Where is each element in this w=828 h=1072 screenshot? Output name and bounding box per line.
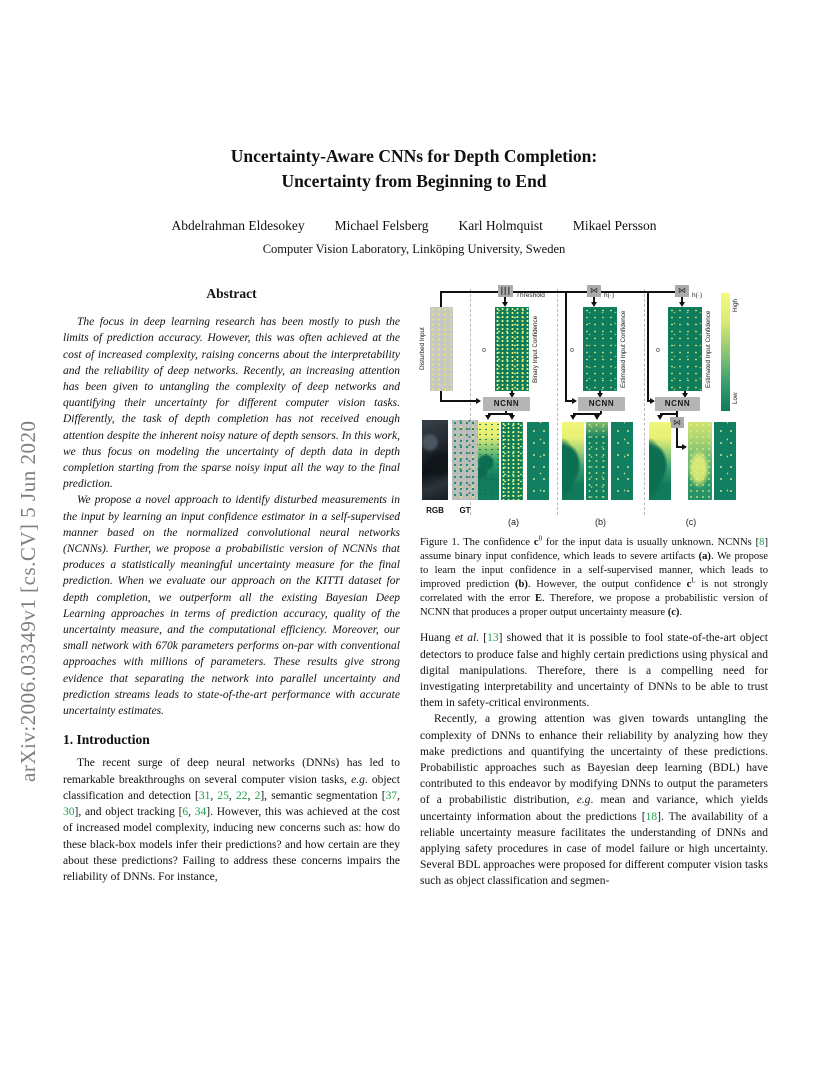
gt-label: GT	[459, 506, 471, 515]
arrow-icon	[485, 415, 491, 420]
estimated-confidence-label-c: Estimated Input Confidence	[705, 310, 712, 388]
ncnn-box-b: NCNN	[578, 397, 625, 411]
citation-link[interactable]: 25	[217, 789, 229, 802]
text-segment: ]. The availability of a reliable uncertainty measure facilitates the understanding of DNNs and applying safety procedures in case of model failure or high uncertainty. Several BDL approaches were proposed for different computer vision tasks such as object classification and segmen-	[420, 810, 768, 888]
arrow-icon	[476, 398, 481, 404]
ncnn-box-a: NCNN	[483, 397, 530, 411]
figure-1-diagram	[420, 283, 768, 536]
text-segment: et al.	[454, 632, 480, 645]
left-column	[63, 286, 400, 885]
text-segment: c	[686, 578, 692, 590]
uncertainty-network-box	[670, 417, 684, 428]
connector-line	[565, 291, 567, 402]
text-segment: . However, the output confidence	[527, 578, 687, 590]
binary-confidence-panel	[495, 307, 529, 391]
citation-link[interactable]: 13	[487, 632, 499, 645]
affiliation: Computer Vision Laboratory, Linköping University, Sweden	[262, 242, 566, 256]
text-segment: ,	[188, 806, 195, 819]
uncertainty-panel-c	[688, 422, 712, 500]
text-segment: for the input data is usually unknown. NCNNs [	[542, 537, 760, 548]
arrow-icon	[682, 444, 687, 450]
introduction-paragraph	[63, 755, 400, 885]
connector-line	[676, 428, 678, 448]
citation-link[interactable]: 18	[645, 810, 658, 823]
prediction-panel-b	[562, 422, 584, 500]
citation-link[interactable]: 2	[254, 789, 261, 802]
rgb-label: RGB	[426, 506, 444, 515]
error-panel-c	[714, 422, 736, 500]
citation-link[interactable]: 22	[236, 789, 248, 802]
connector-line	[440, 291, 442, 307]
disturbed-input-label: Disturbed Input	[419, 327, 426, 371]
author-list	[0, 218, 828, 234]
threshold-box	[498, 285, 513, 297]
confidence-panel-b	[586, 422, 608, 500]
colorbar-high-label: High	[732, 299, 739, 313]
estimator-network-box-b	[587, 285, 601, 297]
text-segment: . We propose to learn the input confidence in a self-supervised manner, which leads to improved prediction	[420, 550, 768, 590]
arrow-icon	[594, 415, 600, 420]
binary-confidence-label: Binary Input Confidence	[532, 315, 539, 383]
author: Abdelrahman Eldesokey	[171, 218, 305, 233]
text-segment: (a)	[698, 550, 711, 562]
prediction-panel-c	[649, 422, 671, 500]
section-divider	[644, 289, 645, 515]
h-function-label-b: h(·)	[604, 292, 615, 299]
abstract-paragraph-2: We propose a novel approach to identify disturbed measurements in the input by learning an input confidence estimator in a self-supervised manner based on the normalized convolutional neural networks (NCNNs). Further, we propose a probabilistic version of NCNNs that produces a statistically meaningful uncertainty measure for the final prediction. When we evaluate our approach on the KITTI dataset for depth completion, we outperform all the existing Bayesian Deep Learning approaches in terms of prediction accuracy, quality of the uncertainty measure, and the computational efficiency. Moreover, our small network with 670k parameters performs on-par with conventional approaches with millions of parameters. These results give strong evidence that separating the network into parallel uncertainty and prediction streams leads to state-of-the-art performance with accurate uncertainty estimates.	[63, 494, 400, 718]
text-segment: ,	[247, 789, 255, 802]
text-segment: ] showed that it is possible to fool state-of-the-art object detectors to produce false and highly certain predictions using physical and digital manipulations. Therefore, there is a compelling need for investigating interpretability and uncertainty of DNNs to be able to trust them in safety-critical environments.	[420, 632, 768, 710]
title-line-2: Uncertainty from Beginning to End	[281, 171, 547, 191]
ncnn-box-c: NCNN	[655, 397, 700, 411]
citation-link[interactable]: 34	[194, 806, 207, 819]
h-function-label-c: h(·)	[692, 292, 703, 299]
body-paragraph	[420, 711, 768, 889]
author: Karl Holmquist	[458, 218, 543, 233]
text-segment: (c)	[667, 606, 680, 618]
error-panel-b	[611, 422, 633, 500]
multiply-symbol: o	[482, 347, 486, 354]
connector-line	[660, 413, 677, 415]
rgb-image	[422, 420, 448, 500]
citation-link[interactable]: 8	[759, 537, 765, 548]
colorbar	[721, 293, 730, 411]
text-segment: 0	[538, 535, 543, 543]
subfigure-label-b: (b)	[595, 517, 606, 527]
body-paragraph	[420, 630, 768, 711]
text-segment: ], semantic segmentation [	[260, 789, 386, 802]
introduction-heading: 1. Introduction	[63, 732, 150, 748]
abstract-heading: Abstract	[206, 286, 257, 301]
text-segment: ,	[397, 789, 401, 802]
right-column	[420, 283, 768, 890]
text-segment: The recent surge of deep neural networks (DNNs) has led to remarkable breakthroughs on several computer vision tasks,	[63, 757, 400, 786]
arrow-icon	[657, 415, 663, 420]
estimator-network-box-c	[675, 285, 689, 297]
confidence-panel-a	[501, 422, 523, 500]
text-segment: c	[533, 537, 539, 548]
text-segment: ] assume binary input confidence, which leads to severe artifacts	[420, 537, 768, 562]
estimated-confidence-panel-c	[668, 307, 702, 391]
citation-link[interactable]: 37	[385, 789, 398, 802]
text-segment: E	[535, 592, 543, 604]
abstract-body	[63, 314, 400, 719]
connector-line	[440, 400, 476, 402]
text-segment: L	[691, 577, 696, 585]
citation-link[interactable]: 31	[198, 789, 211, 802]
text-segment: ,	[228, 789, 236, 802]
right-column-body	[420, 630, 768, 889]
author: Mikael Persson	[572, 218, 657, 233]
network-icon: ⋈	[673, 417, 681, 427]
text-segment: . object classification and detection [	[63, 773, 400, 802]
arrow-icon	[509, 415, 515, 420]
title-line-1: Uncertainty-Aware CNNs for Depth Completion:	[230, 146, 598, 166]
subfigure-label-c: (c)	[685, 517, 697, 527]
prediction-panel-a	[477, 422, 499, 500]
author: Michael Felsberg	[334, 218, 429, 233]
multiply-symbol: o	[570, 347, 574, 354]
text-segment: .	[679, 606, 683, 618]
ground-truth-image	[452, 420, 478, 500]
section-divider	[557, 289, 558, 515]
text-segment: Huang	[420, 632, 455, 645]
text-segment: . mean and variance, which yields uncertainty information about the predictions [	[420, 794, 768, 823]
multiply-symbol: o	[656, 347, 660, 354]
text-segment: (b)	[514, 578, 528, 590]
figure-1-caption	[420, 536, 768, 619]
text-segment: . Therefore, we propose a probabilistic version of NCNN that produces a proper output uncertainty measure	[420, 592, 769, 618]
text-segment: [	[479, 632, 488, 645]
error-panel-a	[527, 422, 549, 500]
subfigure-label-a: (a)	[508, 517, 519, 527]
text-segment: e.g	[576, 794, 591, 807]
threshold-label: Threshold	[516, 292, 545, 299]
citation-link[interactable]: 6	[182, 806, 189, 819]
text-segment: e.g	[351, 773, 365, 786]
page-title	[0, 144, 828, 194]
colorbar-low-label: Low	[732, 392, 739, 404]
text-segment: ,	[210, 789, 218, 802]
citation-link[interactable]: 30	[63, 806, 75, 819]
network-icon: ⋈	[678, 286, 686, 295]
arxiv-watermark: arXiv:2006.03349v1 [cs.CV] 5 Jun 2020	[16, 420, 40, 782]
text-segment: ]. However, this was achieved at the cost of increased model complexity, inducing new concerns such as: how do these black-box models infer their predictions? and how certain are they about these predictions? Failing to address these concerns impairs the reliability of DNNs. For instance,	[63, 806, 400, 883]
network-icon: ⋈	[590, 286, 598, 295]
abstract-paragraph-1: The focus in deep learning research has been mostly to push the limits of prediction accuracy. However, this was often achieved at the cost of increased complexity, raising concerns about the interpretability and the reliability of deep networks. Recently, an increasing attention has been given to untangling the complexity of deep networks and quantifying their uncertainty for different computer vision tasks. Differently, the task of depth completion has not received enough attention despite the inherent noisy nature of depth sensors. In this work, we thus focus on modeling the uncertainty of depth data in depth completion starting from the sparse noisy input all the way to the final prediction.	[63, 316, 400, 491]
arrow-icon	[572, 398, 577, 404]
estimated-confidence-panel-b	[583, 307, 617, 391]
arrow-icon	[570, 415, 576, 420]
text-segment: is not strongly correlated with the error	[420, 578, 768, 604]
connector-line	[647, 291, 649, 402]
estimated-confidence-label-b: Estimated Input Confidence	[620, 310, 627, 388]
text-segment: Figure 1. The confidence	[420, 537, 534, 548]
text-segment: ], and object tracking [	[74, 806, 183, 819]
threshold-icon	[501, 287, 510, 295]
disturbed-input-panel	[430, 307, 453, 391]
text-segment: Recently, a growing attention was given towards untangling the complexity of DNNs to enhance their reliability by analyzing how they make predictions and quantifying the uncertainty of these predictions. Probabilistic approaches such as Bayesian deep learning (BDL) have contributed to this endeavor by modifying DNNs to output the parameters of a probabilistic distribution,	[420, 713, 768, 807]
